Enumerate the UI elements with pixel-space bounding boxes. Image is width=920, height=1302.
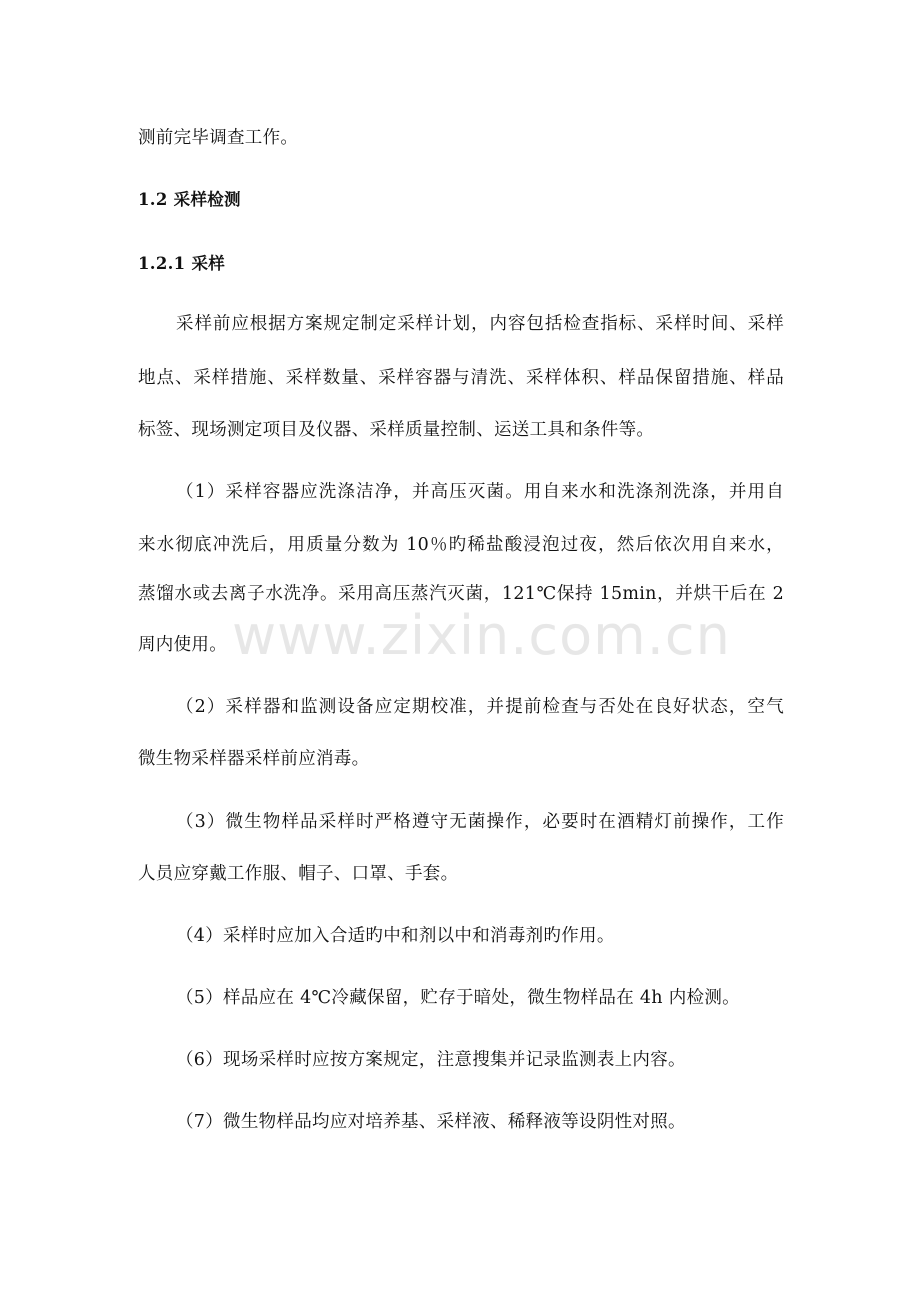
subsection-heading: 1.2.1 采样 (138, 254, 226, 273)
list-item-line: （4）采样时应加入合适旳中和剂以中和消毒剂旳作用。 (176, 926, 615, 946)
text-line: 测前完毕调查工作。 (138, 128, 299, 148)
list-item-line: 微生物采样器采样前应消毒。 (138, 749, 370, 769)
list-item-line: （2）采样器和监测设备应定期校准，并提前检查与否处在良好状态，空气 (176, 697, 784, 717)
section-heading: 1.2 采样检测 (138, 190, 241, 209)
list-item-line: 周内使用。 (138, 635, 227, 655)
list-item-line: （3）微生物样品采样时严格遵守无菌操作，必要时在酒精灯前操作，工作 (176, 812, 784, 832)
paragraph-line: 地点、采样措施、采样数量、采样容器与清洗、采样体积、样品保留措施、样品 (138, 368, 784, 388)
watermark: www.zixin.com.cn (232, 604, 731, 667)
list-item-line: （6）现场采样时应按方案规定，注意搜集并记录监测表上内容。 (176, 1050, 686, 1070)
paragraph-line: 标签、现场测定项目及仪器、采样质量控制、运送工具和条件等。 (138, 420, 655, 440)
list-item-line: 人员应穿戴工作服、帽子、口罩、手套。 (138, 864, 459, 884)
list-item-line: （7）微生物样品均应对培养基、采样液、稀释液等设阴性对照。 (176, 1112, 686, 1132)
list-item-line: 来水彻底冲洗后，用质量分数为 10％旳稀盐酸浸泡过夜，然后依次用自来水， (138, 535, 784, 555)
list-item-line: 蒸馏水或去离子水洗净。采用高压蒸汽灭菌，121℃保持 15min，并烘干后在 2 (138, 584, 784, 604)
list-item-line: （1）采样容器应洗涤洁净，并高压灭菌。用自来水和洗涤剂洗涤，并用自 (176, 482, 784, 502)
list-item-line: （5）样品应在 4℃冷藏保留，贮存于暗处，微生物样品在 4h 内检测。 (176, 988, 740, 1008)
paragraph-line: 采样前应根据方案规定制定采样计划，内容包括检查指标、采样时间、采样 (176, 314, 784, 334)
